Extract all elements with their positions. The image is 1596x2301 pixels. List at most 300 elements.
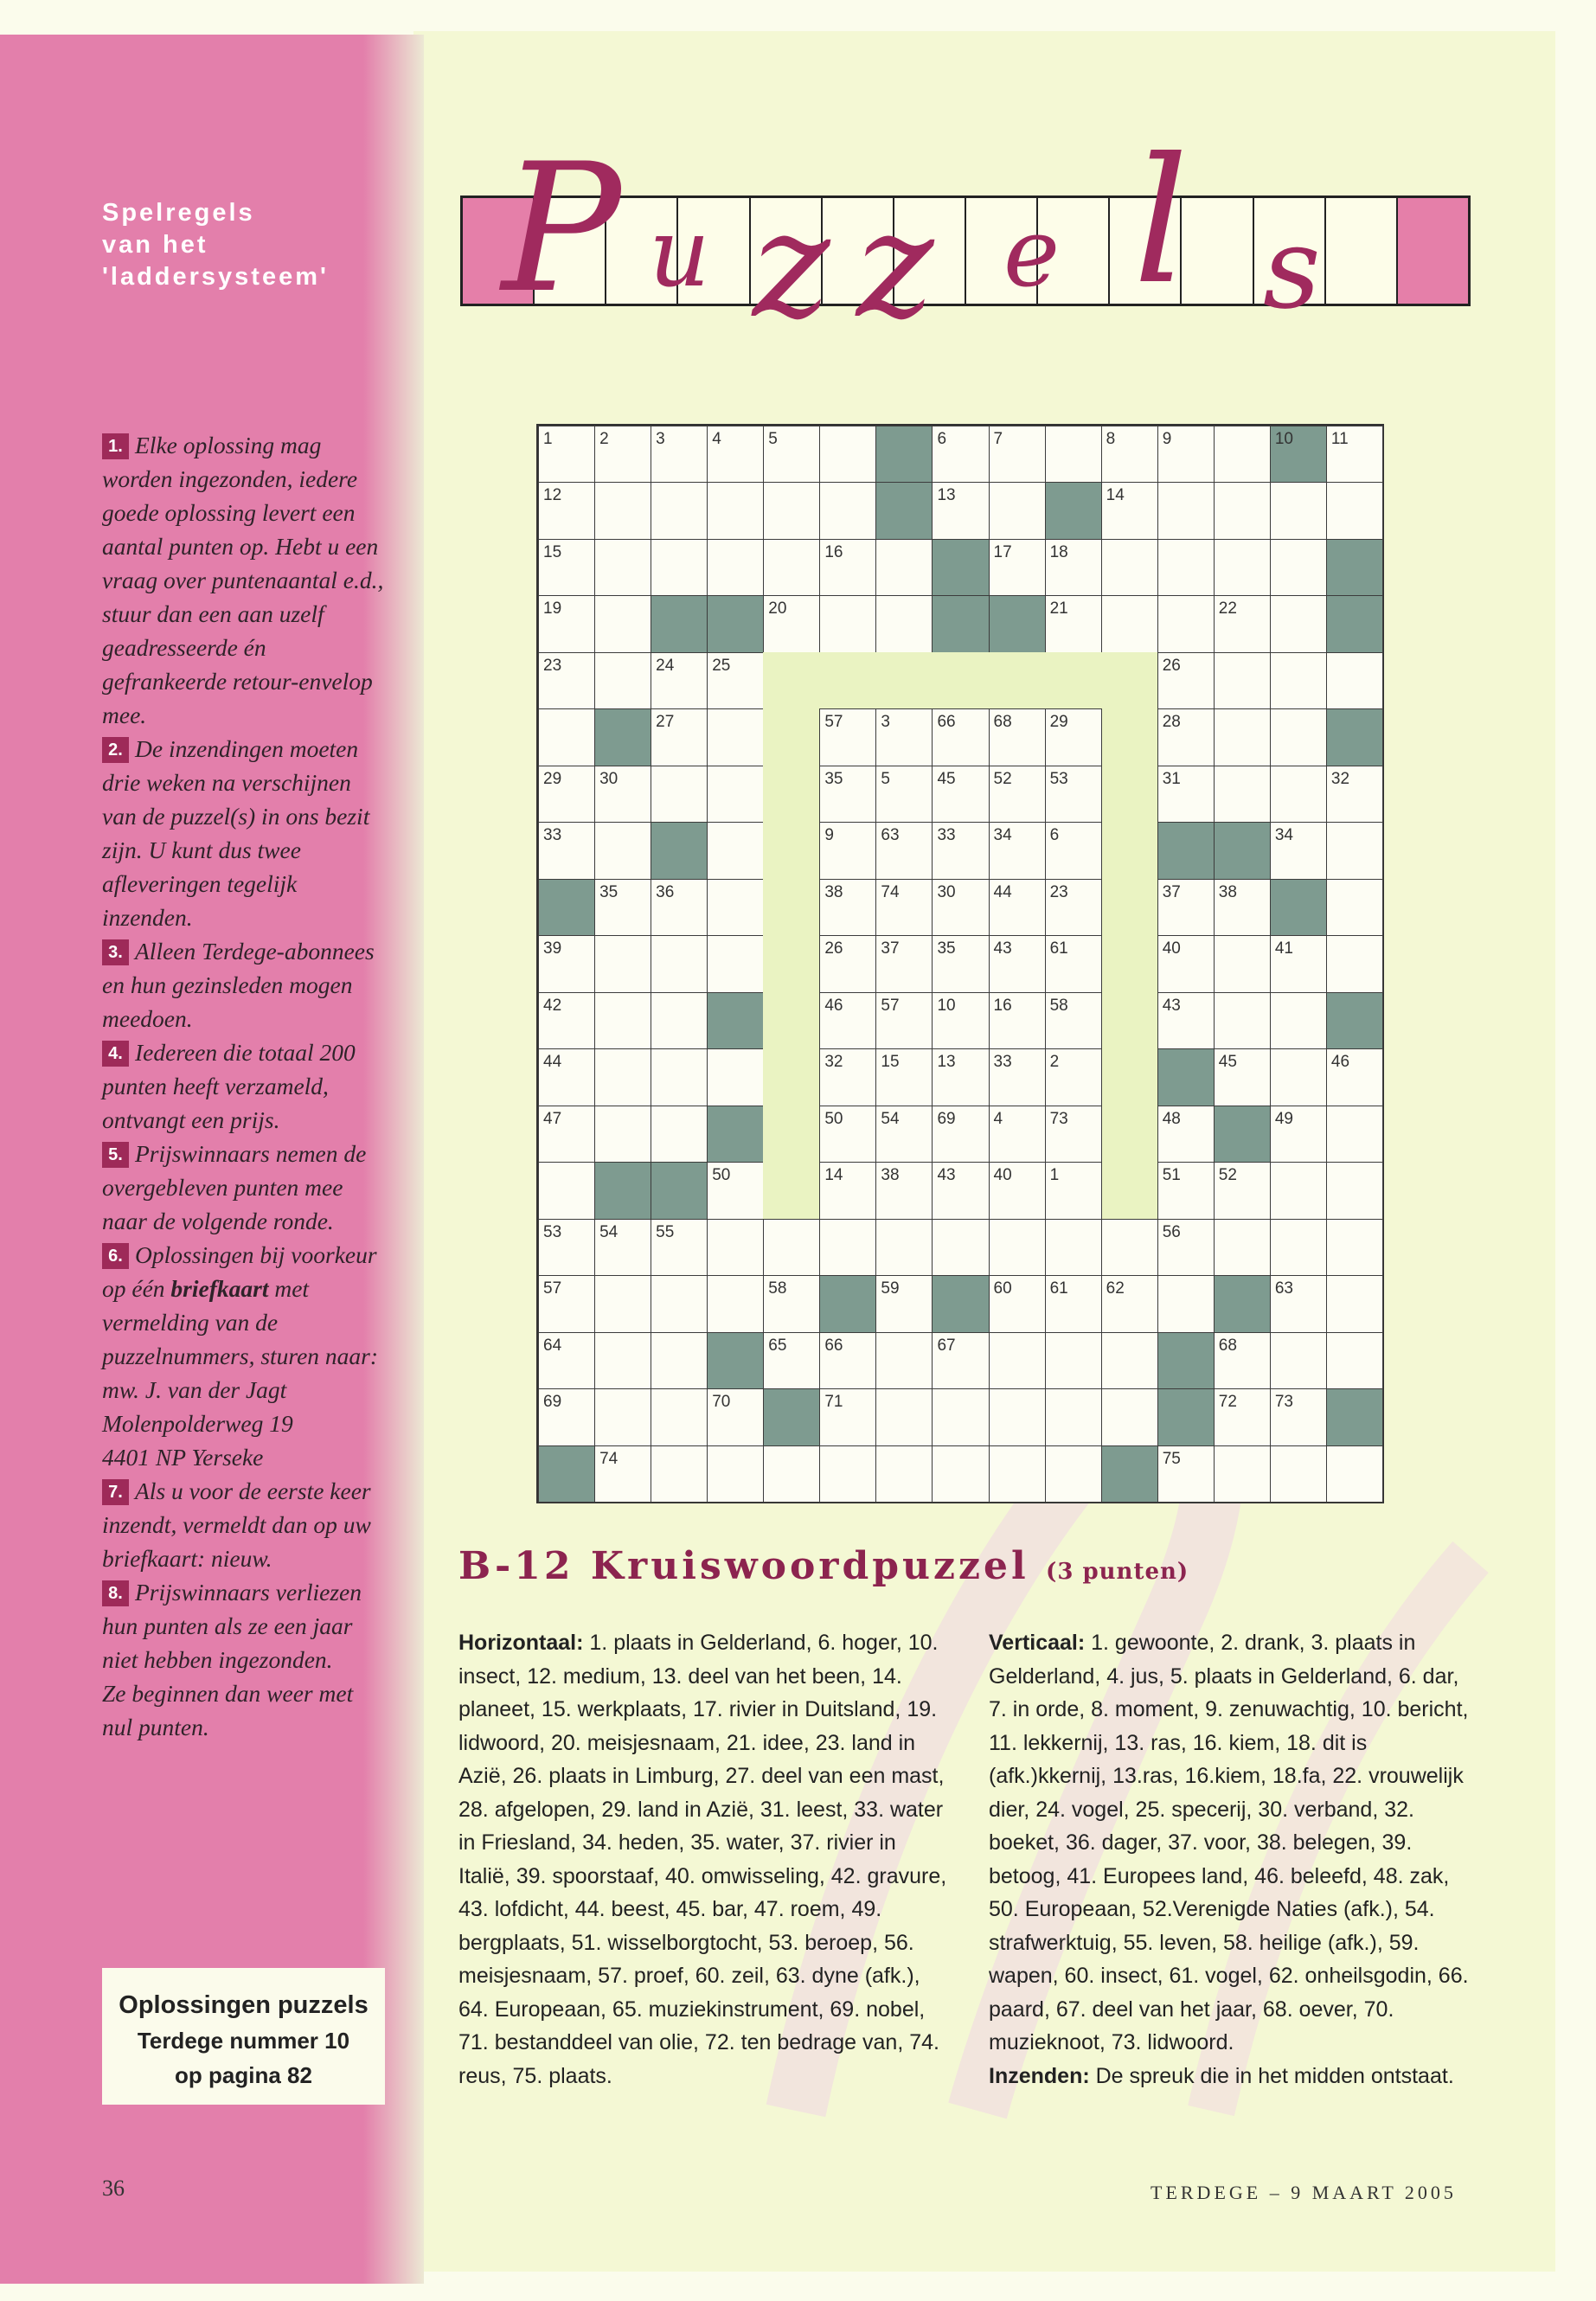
center-cell: [932, 822, 989, 879]
center-cell: [989, 1162, 1046, 1219]
center-cell: [932, 992, 989, 1049]
center-cell: [932, 708, 989, 766]
grid-cell: [707, 1162, 764, 1219]
grid-cell: [594, 879, 651, 936]
center-cell: [932, 766, 989, 823]
rule-number: 8.: [102, 1580, 129, 1606]
cell-number: 14: [1106, 486, 1125, 505]
cell-number: 59: [881, 1279, 900, 1298]
grid-cell: [1270, 482, 1327, 539]
black-cell: [1326, 539, 1383, 596]
grid-cell: [1214, 935, 1271, 992]
grid-cell: [594, 539, 651, 596]
center-cell: [875, 1106, 933, 1163]
black-cell: [1157, 1388, 1215, 1445]
grid-cell: [1101, 426, 1158, 483]
grid-cell: [819, 482, 876, 539]
grid-cell: [763, 482, 820, 539]
grid-cell: [819, 1445, 876, 1503]
grid-cell: [651, 426, 708, 483]
cell-number: 2: [599, 430, 609, 448]
rules-heading-line: van het: [102, 231, 208, 259]
grid-cell: [1270, 1106, 1327, 1163]
center-cell: [932, 879, 989, 936]
grid-cell: [932, 482, 989, 539]
rule-text: Als u voor de eerste keer inzendt, vermeldt dan op uw briefkaart: nieuw.: [102, 1477, 371, 1572]
grid-cell: [1101, 595, 1158, 652]
cell-number: 1: [543, 430, 553, 448]
center-cell: [1045, 1048, 1102, 1106]
grid-cell: [875, 1275, 933, 1332]
grid-cell: [538, 652, 595, 709]
grid-cell: [932, 1445, 989, 1503]
grid-cell: [1270, 766, 1327, 823]
vertical-clue-text: 1. gewoonte, 2. drank, 3. plaats in Gelderland, 4. jus, 5. plaats in Gelderland, 6. dar, 7. in orde, 8. moment, 9. zenuwachtig, 10. bericht, 11. lekkernij, 13. ras, 16. kiem, 18. dit is (afk.)kkernij, 13.ras, 16.kiem, 18.fa, 22. vrouwelijk dier, 24. vogel, 25. specerij, 30. verband, 32. boeket, 36. dager, 37. voor, 38. belegen, 39. betoog, 41. Europees land, 46. beleefd, 48. zak, 50. Europeaan, 52.Verenigde Naties (afk.), 54. strafwerktuig, 55. leven, 58. heilige (afk.), 59. wapen, 60. insect, 61. vogel, 62. onheilsgodin, 66. paard, 67. deel van het jaar, 68. oever, 70. muzieknoot, 73. lidwoord.: [989, 1631, 1469, 2054]
grid-cell: [1157, 1162, 1215, 1219]
grid-cell: [1045, 539, 1102, 596]
title-letter: e: [1003, 197, 1061, 308]
grid-cell: [1157, 992, 1215, 1049]
grid-cell: [651, 935, 708, 992]
cell-number: 67: [937, 1336, 956, 1355]
grid-cell: [651, 1275, 708, 1332]
submit-label: Inzenden:: [989, 2063, 1090, 2088]
cell-number: 57: [543, 1279, 562, 1298]
rule-text-bold: briefkaart: [170, 1275, 269, 1302]
center-cell: [1045, 879, 1102, 936]
grid-cell: [594, 1275, 651, 1332]
grid-cell: [932, 1388, 989, 1445]
cell-number: 16: [824, 542, 843, 561]
center-cell: [1045, 992, 1102, 1049]
address-line: mw. J. van der Jagt: [102, 1376, 287, 1403]
cell-number: 37: [1162, 882, 1181, 901]
grid-cell: [1270, 935, 1327, 992]
center-cell: [989, 822, 1046, 879]
cell-number: 51: [1162, 1166, 1181, 1185]
rule-item: [102, 1238, 388, 1474]
rule-item: [102, 732, 388, 934]
center-cell: [989, 766, 1046, 823]
grid-cell: [1214, 766, 1271, 823]
title-letter: l: [1133, 121, 1189, 323]
grid-cell: [989, 1388, 1046, 1445]
cell-number: 50: [824, 1109, 843, 1128]
cell-number: 41: [1274, 939, 1293, 958]
cell-number: 20: [768, 599, 787, 619]
cell-number: 9: [824, 826, 834, 845]
grid-cell: [1214, 879, 1271, 936]
grid-cell: [1101, 1219, 1158, 1276]
horizontal-clue-text: 1. plaats in Gelderland, 6. hoger, 10. insect, 12. medium, 13. deel van het been, 14. planeet, 15. werkplaats, 17. rivier in Duitsland, 19. lidwoord, 20. meisjesnaam, 21. idee, 23. land in Azië, 26. plaats in Limburg, 27. deel van een mast, 28. afgelopen, 29. land in Azië, 31. leest, 33. water in Friesland, 34. heden, 35. water, 37. rivier in Italië, 39. spoorstaaf, 40. omwisseling, 42. gravure, 43. lofdicht, 44. beest, 45. bar, 47. roem, 49. bergplaats, 51. wisselborgtocht, 53. beroep, 56. meisjesnaam, 57. proef, 60. zeil, 63. dyne (afk.), 64. Europeaan, 65. muziekinstrument, 69. nobel, 71. bestanddeel van olie, 72. ten bedrage van, 74. reus, 75. plaats.: [458, 1631, 947, 2088]
grid-cell: [763, 539, 820, 596]
center-cell: [989, 708, 1046, 766]
center-cell: [1045, 935, 1102, 992]
center-cell: [875, 935, 933, 992]
grid-cell: [1157, 708, 1215, 766]
rule-number: 7.: [102, 1479, 129, 1505]
black-cell: [651, 1162, 708, 1219]
cell-number: 68: [993, 713, 1012, 732]
cell-number: 33: [993, 1053, 1012, 1072]
solutions-page: op pagina 82: [175, 2062, 312, 2088]
cell-number: 69: [543, 1393, 562, 1412]
rule-item: [102, 1035, 388, 1137]
page-footer: TERDEGE – 9 MAART 2005: [1151, 2182, 1457, 2203]
grid-cell: [707, 822, 764, 879]
cell-number: 3: [881, 713, 890, 732]
grid-cell: [763, 1332, 820, 1389]
cell-number: 31: [1162, 769, 1181, 788]
grid-cell: [1326, 935, 1383, 992]
cell-number: 52: [1218, 1166, 1237, 1185]
cell-number: 4: [712, 430, 721, 448]
grid-cell: [538, 1219, 595, 1276]
cell-number: 26: [824, 939, 843, 958]
cell-number: 65: [768, 1336, 787, 1355]
black-cell: [651, 822, 708, 879]
cell-number: 13: [937, 1053, 956, 1072]
grid-cell: [651, 1445, 708, 1503]
grid-cell: [1157, 766, 1215, 823]
black-cell: [538, 879, 595, 936]
cell-number: 73: [1049, 1109, 1068, 1128]
center-cell: [932, 1048, 989, 1106]
grid-cell: [875, 539, 933, 596]
horizontal-clues: [458, 1626, 947, 2093]
grid-cell: [594, 766, 651, 823]
grid-cell: [707, 1219, 764, 1276]
black-cell: [932, 595, 989, 652]
grid-cell: [651, 482, 708, 539]
grid-cell: [1157, 482, 1215, 539]
grid-cell: [594, 935, 651, 992]
grid-cell: [538, 1106, 595, 1163]
title-letter: P: [502, 126, 621, 332]
rule-item: [102, 1474, 388, 1575]
cell-number: 4: [993, 1109, 1003, 1128]
rule-text: Alleen Terdege-abonnees en hun gezinsleden mogen meedoen.: [102, 938, 375, 1032]
cell-number: 50: [712, 1166, 731, 1185]
grid-cell: [1270, 1048, 1327, 1106]
grid-cell: [1101, 1275, 1158, 1332]
grid-cell: [1045, 1219, 1102, 1276]
grid-cell: [763, 1445, 820, 1503]
grid-cell: [819, 595, 876, 652]
grid-cell: [707, 935, 764, 992]
cell-number: 44: [993, 882, 1012, 901]
cell-number: 38: [824, 882, 843, 901]
cell-number: 61: [1049, 939, 1068, 958]
cell-number: 25: [712, 656, 731, 675]
cell-number: 13: [937, 486, 956, 505]
page-number: 36: [102, 2176, 125, 2201]
cell-number: 23: [1049, 882, 1068, 901]
grid-cell: [594, 482, 651, 539]
center-cell: [875, 766, 933, 823]
cell-number: 57: [824, 713, 843, 732]
cell-number: 47: [543, 1109, 562, 1128]
center-cell: [875, 879, 933, 936]
cell-number: 71: [824, 1393, 843, 1412]
grid-cell: [594, 426, 651, 483]
grid-cell: [763, 1219, 820, 1276]
grid-cell: [875, 595, 933, 652]
solutions-box: [102, 1968, 385, 2105]
grid-cell: [538, 482, 595, 539]
center-cell: [989, 935, 1046, 992]
rule-number: 5.: [102, 1142, 129, 1168]
center-cell: [989, 879, 1046, 936]
cell-number: 57: [881, 996, 900, 1015]
center-cell: [819, 708, 876, 766]
grid-cell: [594, 992, 651, 1049]
black-cell: [594, 708, 651, 766]
grid-cell: [1214, 708, 1271, 766]
rule-number: 2.: [102, 737, 129, 763]
grid-cell: [989, 1445, 1046, 1503]
grid-cell: [1214, 482, 1271, 539]
grid-cell: [538, 1332, 595, 1389]
cell-number: 11: [1330, 430, 1349, 448]
cell-number: 70: [712, 1393, 731, 1412]
cell-number: 28: [1162, 713, 1181, 732]
rules-list: [102, 428, 388, 1744]
grid-cell: [651, 1219, 708, 1276]
grid-cell: [1157, 652, 1215, 709]
cell-number: 10: [937, 996, 956, 1015]
crossword-grid: [536, 424, 1384, 1503]
grid-cell: [1214, 426, 1271, 483]
cell-number: 75: [1162, 1449, 1181, 1468]
grid-cell: [594, 595, 651, 652]
grid-cell: [1270, 1332, 1327, 1389]
cell-number: 53: [543, 1222, 562, 1241]
grid-cell: [1214, 1162, 1271, 1219]
cell-number: 39: [543, 939, 562, 958]
address-line: 4401 NP Yerseke: [102, 1444, 264, 1471]
grid-cell: [932, 1332, 989, 1389]
grid-cell: [594, 822, 651, 879]
grid-cell: [1326, 1162, 1383, 1219]
cell-number: 15: [881, 1053, 900, 1072]
grid-cell: [1326, 1332, 1383, 1389]
grid-cell: [1270, 1445, 1327, 1503]
grid-cell: [594, 1388, 651, 1445]
center-cell: [819, 1162, 876, 1219]
grid-cell: [1326, 822, 1383, 879]
rule-number: 6.: [102, 1243, 129, 1269]
cell-number: 64: [543, 1336, 562, 1355]
rules-heading-line: Spelregels: [102, 199, 255, 227]
cell-number: 9: [1162, 430, 1172, 448]
cell-number: 21: [1049, 599, 1068, 619]
grid-cell: [651, 992, 708, 1049]
cell-number: 32: [824, 1053, 843, 1072]
solutions-title: Oplossingen puzzels: [119, 1991, 369, 2019]
cell-number: 45: [937, 769, 956, 788]
cell-number: 74: [881, 882, 900, 901]
grid-cell: [989, 539, 1046, 596]
cell-number: 3: [656, 430, 665, 448]
grid-cell: [875, 1388, 933, 1445]
grid-cell: [707, 708, 764, 766]
rule-number: 4.: [102, 1041, 129, 1067]
grid-cell: [1326, 1275, 1383, 1332]
cell-number: 29: [1049, 713, 1068, 732]
cell-number: 22: [1218, 599, 1237, 619]
cell-number: 15: [543, 542, 562, 561]
cell-number: 69: [937, 1109, 956, 1128]
cell-number: 43: [1162, 996, 1181, 1015]
grid-cell: [707, 426, 764, 483]
grid-cell: [1270, 1275, 1327, 1332]
solutions-issue: Terdege nummer 10: [137, 2028, 350, 2054]
grid-cell: [763, 426, 820, 483]
cell-number: 54: [599, 1222, 619, 1241]
center-cell: [1045, 822, 1102, 879]
grid-cell: [1326, 482, 1383, 539]
grid-cell: [1157, 1106, 1215, 1163]
grid-cell: [1326, 652, 1383, 709]
black-cell: [763, 1388, 820, 1445]
cell-number: 66: [937, 713, 956, 732]
grid-cell: [1157, 595, 1215, 652]
cell-number: 43: [937, 1166, 956, 1185]
grid-cell: [651, 1048, 708, 1106]
cell-number: 34: [993, 826, 1012, 845]
center-cell: [875, 1162, 933, 1219]
rule-text: Elke oplossing mag worden ingezonden, iedere goede oplossing levert een aantal punten op. Hebt u een vraag over puntenaantal e.d., stuur dan een aan uzelf geadresseerde én gefrankeerde retour-envelop mee.: [102, 432, 384, 728]
black-cell: [1101, 1445, 1158, 1503]
center-cell: [819, 766, 876, 823]
grid-cell: [1045, 1388, 1102, 1445]
title-lettering: [467, 117, 1471, 368]
center-cell: [989, 1048, 1046, 1106]
puzzle-name: B-12 Kruiswoordpuzzel: [458, 1544, 1029, 1588]
center-cell: [1045, 1106, 1102, 1163]
black-cell: [538, 1445, 595, 1503]
black-cell: [707, 1106, 764, 1163]
black-cell: [1326, 595, 1383, 652]
black-cell: [1270, 879, 1327, 936]
cell-number: 73: [1274, 1393, 1293, 1412]
black-cell: [1326, 1388, 1383, 1445]
cell-number: 43: [993, 939, 1012, 958]
rule-number: 1.: [102, 433, 129, 459]
black-cell: [1157, 1048, 1215, 1106]
black-cell: [989, 595, 1046, 652]
grid-cell: [1157, 1275, 1215, 1332]
cell-number: 10: [1274, 430, 1293, 448]
center-cell: [1045, 1162, 1102, 1219]
rule-text: met vermelding van de puzzelnummers, sturen naar:: [102, 1275, 379, 1369]
black-cell: [1157, 1332, 1215, 1389]
grid-cell: [1157, 879, 1215, 936]
cell-number: 16: [993, 996, 1012, 1015]
black-cell: [1214, 1106, 1271, 1163]
cell-number: 52: [993, 769, 1012, 788]
grid-cell: [1270, 595, 1327, 652]
grid-cell: [1326, 426, 1383, 483]
grid-cell: [1045, 426, 1102, 483]
grid-cell: [763, 1275, 820, 1332]
cell-number: 18: [1049, 542, 1068, 561]
grid-cell: [707, 879, 764, 936]
grid-cell: [1214, 1219, 1271, 1276]
grid-cell: [651, 879, 708, 936]
cell-number: 61: [1049, 1279, 1068, 1298]
rule-text: Prijswinnaars nemen de overgebleven punten mee naar de volgende ronde.: [102, 1140, 367, 1234]
grid-cell: [707, 766, 764, 823]
cell-number: 23: [543, 656, 562, 675]
rules-heading-line: 'laddersysteem': [102, 263, 329, 291]
cell-number: 35: [937, 939, 956, 958]
cell-number: 14: [824, 1166, 843, 1185]
grid-cell: [1214, 652, 1271, 709]
grid-cell: [594, 1445, 651, 1503]
cell-number: 37: [881, 939, 900, 958]
address-line: Molenpolderweg 19: [102, 1410, 293, 1437]
grid-cell: [707, 539, 764, 596]
cell-number: 32: [1330, 769, 1350, 788]
center-cell: [819, 935, 876, 992]
grid-cell: [875, 1332, 933, 1389]
grid-cell: [763, 595, 820, 652]
center-cell: [932, 935, 989, 992]
grid-cell: [1157, 426, 1215, 483]
cell-number: 62: [1106, 1279, 1125, 1298]
cell-number: 38: [881, 1166, 900, 1185]
grid-cell: [819, 1388, 876, 1445]
center-cell: [1045, 766, 1102, 823]
grid-cell: [875, 1445, 933, 1503]
grid-cell: [1214, 1332, 1271, 1389]
grid-cell: [1270, 992, 1327, 1049]
title-letter: u: [649, 197, 710, 308]
cell-number: 19: [543, 599, 562, 619]
grid-cell: [707, 1388, 764, 1445]
center-cell: [989, 992, 1046, 1049]
cell-number: 34: [1274, 826, 1293, 845]
grid-cell: [1270, 822, 1327, 879]
rules-heading: [102, 197, 379, 293]
cell-number: 44: [543, 1053, 562, 1072]
cell-number: 24: [656, 656, 675, 675]
cell-number: 40: [993, 1166, 1012, 1185]
center-cell: [1045, 708, 1102, 766]
grid-cell: [989, 482, 1046, 539]
grid-cell: [1214, 1048, 1271, 1106]
grid-cell: [1270, 1219, 1327, 1276]
cell-number: 1: [1049, 1166, 1060, 1185]
rule-text: Oplossingen bij voorkeur op één: [102, 1241, 377, 1302]
grid-cell: [1326, 879, 1383, 936]
cell-number: 74: [599, 1449, 619, 1468]
grid-cell: [594, 1332, 651, 1389]
cell-number: 12: [543, 486, 562, 505]
grid-cell: [1101, 539, 1158, 596]
black-cell: [875, 426, 933, 483]
grid-cell: [594, 1048, 651, 1106]
grid-cell: [1101, 482, 1158, 539]
center-cell: [819, 1048, 876, 1106]
rule-text: Prijswinnaars verliezen hun punten als ze een jaar niet hebben ingezonden.: [102, 1579, 362, 1673]
grid-cell: [1157, 539, 1215, 596]
grid-cell: [819, 1219, 876, 1276]
vertical-label: Verticaal:: [989, 1631, 1086, 1655]
grid-cell: [538, 1048, 595, 1106]
